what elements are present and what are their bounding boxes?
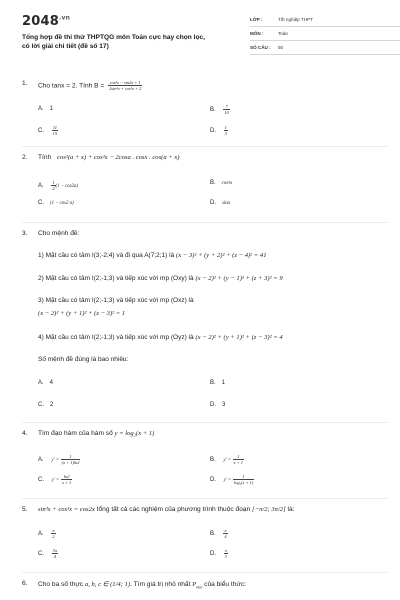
question-number: 3.: [22, 230, 28, 237]
question-text-body: Cho tanx = 2. Tính B =: [38, 82, 105, 90]
fraction-denominator: 10: [224, 110, 229, 115]
option-fraction: [51, 528, 55, 539]
statement-text: Số mệnh đề đúng là bao nhiêu:: [38, 356, 129, 363]
option-label: B.: [210, 531, 216, 538]
option-fraction: [224, 125, 228, 136]
question-text-suffix: . Tìm giá trị nhỏ nhất: [130, 581, 191, 588]
option-label: B.: [210, 380, 216, 386]
brand-logo[interactable]: [22, 14, 70, 29]
meta-label: MÔN :: [250, 31, 264, 36]
meta-row-count: [250, 42, 400, 55]
meta-table: [250, 14, 400, 56]
divider: [22, 498, 388, 499]
question-text: [38, 506, 294, 513]
option-label: C.: [38, 128, 44, 135]
fraction-denominator: 3: [224, 131, 227, 136]
question-4: [22, 430, 388, 492]
fraction-numerator: 3π: [52, 548, 58, 553]
option-fraction: [52, 125, 58, 136]
option-fraction: [223, 104, 229, 115]
fraction-numerator: 1: [233, 474, 254, 480]
question-number: 5.: [22, 506, 28, 513]
option-b[interactable]: [210, 180, 232, 186]
divider: [22, 146, 388, 147]
question-6: [22, 580, 388, 594]
fraction-numerator: 1: [61, 454, 81, 460]
option-text: cos²a: [221, 181, 232, 186]
option-c[interactable]: [38, 548, 58, 559]
option-label: B.: [210, 107, 216, 114]
question-math: a, b, c ∈ (1/4; 1): [84, 581, 131, 588]
fraction-denominator: x + 1: [233, 460, 243, 465]
question-3: [22, 230, 388, 420]
fraction-numerator: π: [224, 548, 227, 553]
option-d[interactable]: [210, 125, 228, 136]
statement-math: (x − 2)² + (y + 1)² + (z − 3)² = 1: [38, 310, 126, 317]
option-prefix: y' =: [51, 478, 60, 484]
fraction-numerator: 1: [233, 454, 244, 460]
statement-math: (x − 2)² + (y + 1)² + (z − 3)² = 4: [195, 334, 283, 341]
question-math-p: P: [192, 581, 197, 588]
statement-question: [38, 356, 128, 363]
question-text: [38, 430, 154, 437]
fraction-denominator: (x + 1)ln2: [61, 460, 80, 465]
option-d[interactable]: [210, 200, 230, 206]
option-label: C.: [38, 477, 44, 484]
question-number: 1.: [22, 80, 28, 87]
fraction-numerator: 1: [224, 125, 227, 130]
option-b[interactable]: [210, 380, 225, 386]
option-d[interactable]: [210, 474, 254, 485]
question-2: [22, 154, 388, 216]
option-prefix: y' =: [223, 458, 231, 464]
option-label: D.: [210, 402, 216, 408]
meta-label: LỚP :: [250, 17, 263, 22]
option-label: D.: [210, 128, 216, 135]
statement-3-math: [38, 310, 125, 317]
question-1: [22, 80, 388, 140]
option-a[interactable]: [38, 528, 56, 539]
option-label: D.: [210, 551, 216, 558]
option-fraction: [52, 548, 58, 559]
option-text: 1: [49, 106, 54, 112]
option-label: B.: [210, 180, 216, 186]
question-text-end: của biểu thức:: [204, 581, 246, 588]
question-text: [38, 80, 142, 91]
option-label: A.: [38, 106, 44, 112]
question-interval: [−π/2; 3π/2]: [252, 506, 286, 513]
option-label: C.: [38, 402, 44, 408]
meta-label: SỐ CÂU :: [250, 45, 271, 50]
option-b[interactable]: [210, 528, 228, 539]
question-text-body: tổng tất cả các nghiệm của phương trình thuộc đoạn: [96, 506, 251, 513]
document-title-line-2: có lời giải chi tiết (đề số 17): [22, 42, 109, 50]
option-text: sina: [222, 201, 230, 206]
statement-text: 3) Mặt cầu có tâm I(2;-1;3) và tiếp xúc với mp (Oxz) là: [38, 297, 194, 304]
option-fraction: [61, 454, 81, 465]
question-text: [38, 580, 246, 589]
option-fraction: [233, 474, 254, 485]
question-math: sin³x + cos³x = cos2x: [38, 506, 95, 513]
option-b[interactable]: [210, 104, 230, 115]
statement-text: 2) Mặt cầu có tâm I(2;-1;3) và tiếp xúc với mp (Oxy) là: [38, 275, 194, 282]
fraction-numerator: ln2: [61, 474, 72, 480]
option-a[interactable]: [38, 454, 80, 465]
fraction-numerator: 11: [52, 125, 57, 130]
fraction-denominator: x + 1: [61, 480, 72, 485]
option-d[interactable]: [210, 402, 225, 408]
option-fraction: [233, 454, 244, 465]
fraction-numerator: π: [224, 528, 227, 533]
meta-value: 50: [278, 45, 284, 50]
option-label: A.: [38, 380, 44, 386]
option-label: D.: [210, 200, 216, 206]
meta-value: Tốt nghiệp THPT: [278, 17, 313, 22]
fraction-denominator: 15: [52, 131, 58, 136]
statement-4: [38, 334, 283, 341]
option-a[interactable]: [38, 380, 53, 386]
option-text: 2: [50, 402, 54, 408]
option-label: C.: [38, 551, 44, 558]
brand-name: 2048: [22, 14, 59, 29]
fraction-numerator: 1: [52, 180, 55, 185]
fraction-denominator: 2sin²x + cos²x + 2: [109, 86, 142, 91]
question-5: [22, 506, 388, 568]
divider: [22, 422, 388, 423]
option-fraction: [61, 474, 72, 485]
option-prefix: y' =: [51, 458, 59, 464]
question-math-sub: min: [196, 584, 203, 590]
option-prefix: y' =: [223, 478, 232, 484]
question-math: cos²(a + x) + cos²x − 2cosa . cosx . cos(a + x): [57, 154, 180, 161]
meta-row-subject: [250, 28, 400, 41]
option-b[interactable]: [210, 454, 244, 465]
option-label: D.: [210, 477, 216, 484]
fraction-numerator: π: [52, 528, 55, 533]
fraction-denominator: 4: [53, 554, 56, 559]
question-fraction: [108, 80, 142, 91]
brand-suffix: .vn: [58, 14, 71, 22]
document-title: [22, 34, 227, 51]
question-text: [38, 154, 180, 161]
fraction-numerator: cos²x − sin2x + 1: [109, 80, 141, 85]
option-c[interactable]: [38, 402, 53, 408]
question-text-body: Tìm đạo hàm của hàm số: [38, 430, 113, 437]
option-text: 4: [49, 380, 54, 386]
statement-3: [38, 297, 194, 304]
option-text: 3: [222, 402, 226, 408]
option-text: (1 − cos2a): [55, 184, 78, 190]
document-title-line-1: Tổng hợp đề thi thử THPTQG môn Toán cực hay chọn lọc,: [22, 34, 205, 41]
option-label: A.: [38, 183, 44, 190]
option-c[interactable]: [38, 200, 74, 206]
question-text-suffix: là:: [287, 506, 295, 513]
meta-value: Toán: [278, 31, 288, 36]
fraction-denominator: 2: [52, 534, 55, 539]
divider: [22, 222, 388, 223]
option-text: 1: [221, 380, 226, 386]
fraction-denominator: 2: [52, 186, 55, 191]
statement-math: (x − 3)² + (y + 2)² + (z − 4)² = 41: [176, 252, 267, 259]
question-math: y = log₂(x + 1): [114, 430, 155, 437]
statement-math: (x − 2)² + (y − 1)² + (z + 3)² = 9: [195, 275, 283, 282]
document-header: [22, 10, 382, 60]
option-c[interactable]: [38, 474, 72, 485]
option-d[interactable]: [210, 548, 228, 559]
option-label: C.: [38, 200, 44, 206]
statement-text: 4) Mặt cầu có tâm I(2;-1;3) và tiếp xúc với mp (Oyz) là: [38, 334, 194, 341]
option-a[interactable]: [38, 180, 78, 191]
option-fraction: [223, 528, 227, 539]
divider: [22, 572, 388, 573]
fraction-denominator: 3: [224, 554, 227, 559]
statement-2: [38, 275, 283, 282]
question-number: 2.: [22, 154, 28, 161]
fraction-denominator: 4: [224, 534, 227, 539]
option-a[interactable]: [38, 106, 53, 112]
option-label: A.: [38, 531, 44, 538]
question-number: 6.: [22, 580, 28, 587]
option-c[interactable]: [38, 125, 58, 136]
statement-1: [38, 252, 267, 259]
option-label: B.: [210, 457, 216, 464]
fraction-numerator: 7: [223, 104, 229, 110]
option-fraction: [224, 548, 228, 559]
question-number: 4.: [22, 430, 28, 437]
option-text: (1 − cos2 a): [50, 201, 74, 206]
question-text-body: Tính: [38, 154, 52, 161]
fraction-denominator: log₂(x + 1): [233, 480, 254, 485]
meta-row-class: [250, 14, 400, 27]
question-text-body: Cho ba số thực: [38, 581, 84, 588]
option-label: A.: [38, 457, 44, 464]
statement-text: 1) Mặt cầu có tâm I(3;-2;4) và đi qua A(7;2;1) là: [38, 252, 175, 259]
question-text: Cho mệnh đề:: [38, 230, 80, 237]
